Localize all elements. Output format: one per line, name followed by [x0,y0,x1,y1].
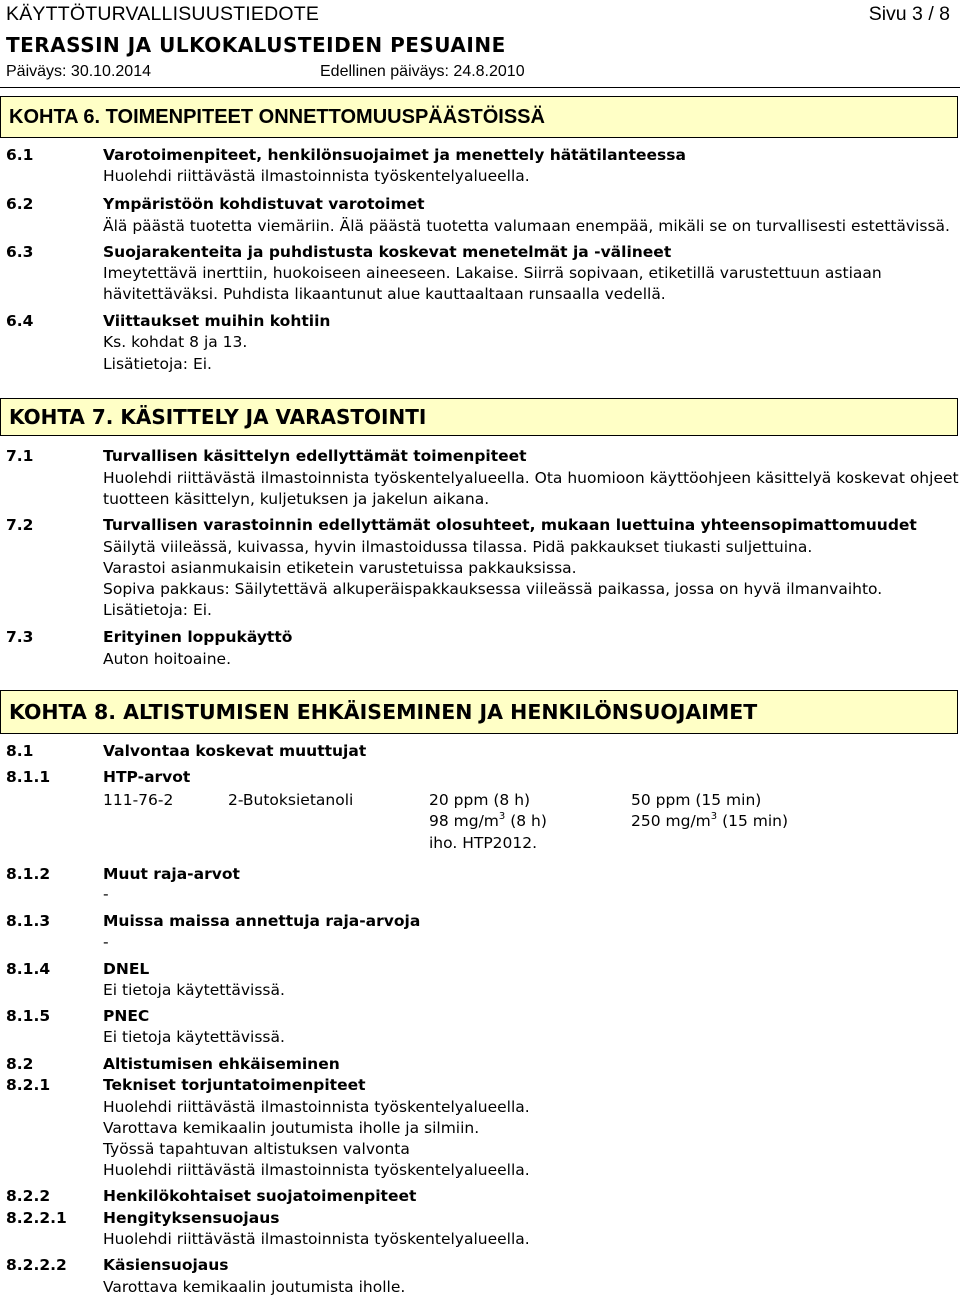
item-text: Varastoi asianmukaisin etiketein varustetuissa pakkauksissa. [103,559,577,577]
item-number: 6.1 [6,146,34,164]
item-number: 8.2.2.2 [6,1256,67,1274]
item-number: 8.2 [6,1055,34,1073]
item-text: - [103,933,109,951]
item-number: 8.1.5 [6,1007,51,1025]
limit-8h-mg: 98 $mg/m^3$ (8 h) [429,811,547,830]
item-text: Työssä tapahtuvan altistuksen valvonta [103,1140,410,1158]
item-title: Valvontaa koskevat muuttujat [103,742,367,760]
previous-date: Edellinen päiväys: 24.8.2010 [320,63,525,80]
item-text: Varottava kemikaalin joutumista iholle ja silmiin. [103,1119,480,1137]
item-number: 8.2.2.1 [6,1209,67,1227]
item-number: 8.1.4 [6,960,51,978]
limit-15min-mg: 250 $mg/m^3$ (15 min) [631,811,789,830]
item-title: Käsiensuojaus [103,1256,229,1274]
item-number: 6.2 [6,195,34,213]
section-6-heading: KOHTA 6. TOIMENPITEET ONNETTOMUUSPÄÄSTÖISSÄ [0,96,958,138]
cas-number: 111-76-2 [103,791,174,809]
item-number: 8.1.1 [6,768,51,786]
item-number: 7.2 [6,516,34,534]
item-number: 8.2.1 [6,1076,51,1094]
item-title: Turvallisen käsittelyn edellyttämät toimenpiteet [103,447,527,465]
item-number: 8.1.3 [6,912,51,930]
item-text: Huolehdi riittävästä ilmastoinnista työskentelyalueella. [103,1098,530,1116]
item-text: Sopiva pakkaus: Säilytettävä alkuperäispakkauksessa viileässä paikassa, jossa on hyvä ilmanvaihto. [103,580,883,598]
item-number: 7.1 [6,447,34,465]
header-divider [0,87,960,88]
document-type: KÄYTTÖTURVALLISUUSTIEDOTE [6,3,320,25]
issue-date: Päiväys: 30.10.2014 [6,63,151,80]
item-text: hävitettäväksi. Puhdista likaantunut alue kauttaaltaan runsaalla vedellä. [103,285,666,303]
item-title: Varotoimenpiteet, henkilönsuojaimet ja menettely hätätilanteessa [103,146,686,164]
item-title: Erityinen loppukäyttö [103,628,293,646]
section-8-heading: KOHTA 8. ALTISTUMISEN EHKÄISEMINEN JA HENKILÖNSUOJAIMET [0,690,958,734]
item-text: - [103,885,109,903]
item-title: DNEL [103,960,150,978]
item-title: Altistumisen ehkäiseminen [103,1055,340,1073]
item-title: Suojarakenteita ja puhdistusta koskevat menetelmät ja -välineet [103,243,672,261]
item-text: Huolehdi riittävästä ilmastoinnista työskentelyalueella. [103,167,530,185]
limit-15min-ppm: 50 ppm (15 min) [631,791,762,809]
item-text: Lisätietoja: Ei. [103,601,212,619]
item-number: 6.3 [6,243,34,261]
item-text: Huolehdi riittävästä ilmastoinnista työskentelyalueella. Ota huomioon käyttöohjeen käsittelyä koskevat ohjeet [103,469,959,487]
item-title: Viittaukset muihin kohtiin [103,312,331,330]
item-text: Ei tietoja käytettävissä. [103,1028,285,1046]
htp-note: iho. HTP2012. [429,834,538,852]
item-title: Turvallisen varastoinnin edellyttämät olosuhteet, mukaan luettuina yhteensopimattomuudet [103,516,917,534]
product-name: TERASSIN JA ULKOKALUSTEIDEN PESUAINE [6,33,506,57]
section-7-heading: KOHTA 7. KÄSITTELY JA VARASTOINTI [0,398,958,436]
item-text: tuotteen käsittelyn, kuljetuksen ja jakelun aikana. [103,490,490,508]
item-text: Lisätietoja: Ei. [103,355,212,373]
item-number: 8.1 [6,742,34,760]
item-title: HTP-arvot [103,768,191,786]
item-title: Henkilökohtaiset suojatoimenpiteet [103,1187,417,1205]
item-text: Ei tietoja käytettävissä. [103,981,285,999]
item-number: 8.1.2 [6,865,51,883]
item-text: Imeytettävä inerttiin, huokoiseen aineeseen. Lakaise. Siirrä sopivaan, etiketillä varustettuun astiaan [103,264,882,282]
item-title: Tekniset torjuntatoimenpiteet [103,1076,366,1094]
item-text: Älä päästä tuotetta viemäriin. Älä päästä tuotetta valumaan enempää, mikäli se on turvallisesti estettävissä. [103,217,950,235]
item-text: Auton hoitoaine. [103,650,232,668]
item-number: 8.2.2 [6,1187,51,1205]
substance-name: 2-Butoksietanoli [228,791,354,809]
item-title: Muut raja-arvot [103,865,240,883]
item-text: Huolehdi riittävästä ilmastoinnista työskentelyalueella. [103,1161,530,1179]
item-title: PNEC [103,1007,150,1025]
item-title: Hengityksensuojaus [103,1209,280,1227]
limit-8h-ppm: 20 ppm (8 h) [429,791,531,809]
item-text: Huolehdi riittävästä ilmastoinnista työskentelyalueella. [103,1230,530,1248]
item-text: Ks. kohdat 8 ja 13. [103,333,248,351]
item-text: Varottava kemikaalin joutumista iholle. [103,1278,406,1296]
item-title: Ympäristöön kohdistuvat varotoimet [103,195,425,213]
item-title: Muissa maissa annettuja raja-arvoja [103,912,421,930]
item-number: 7.3 [6,628,34,646]
item-number: 6.4 [6,312,34,330]
page-number: Sivu 3 / 8 [868,3,950,25]
item-text: Säilytä viileässä, kuivassa, hyvin ilmastoidussa tilassa. Pidä pakkaukset tiukasti suljettuina. [103,538,813,556]
